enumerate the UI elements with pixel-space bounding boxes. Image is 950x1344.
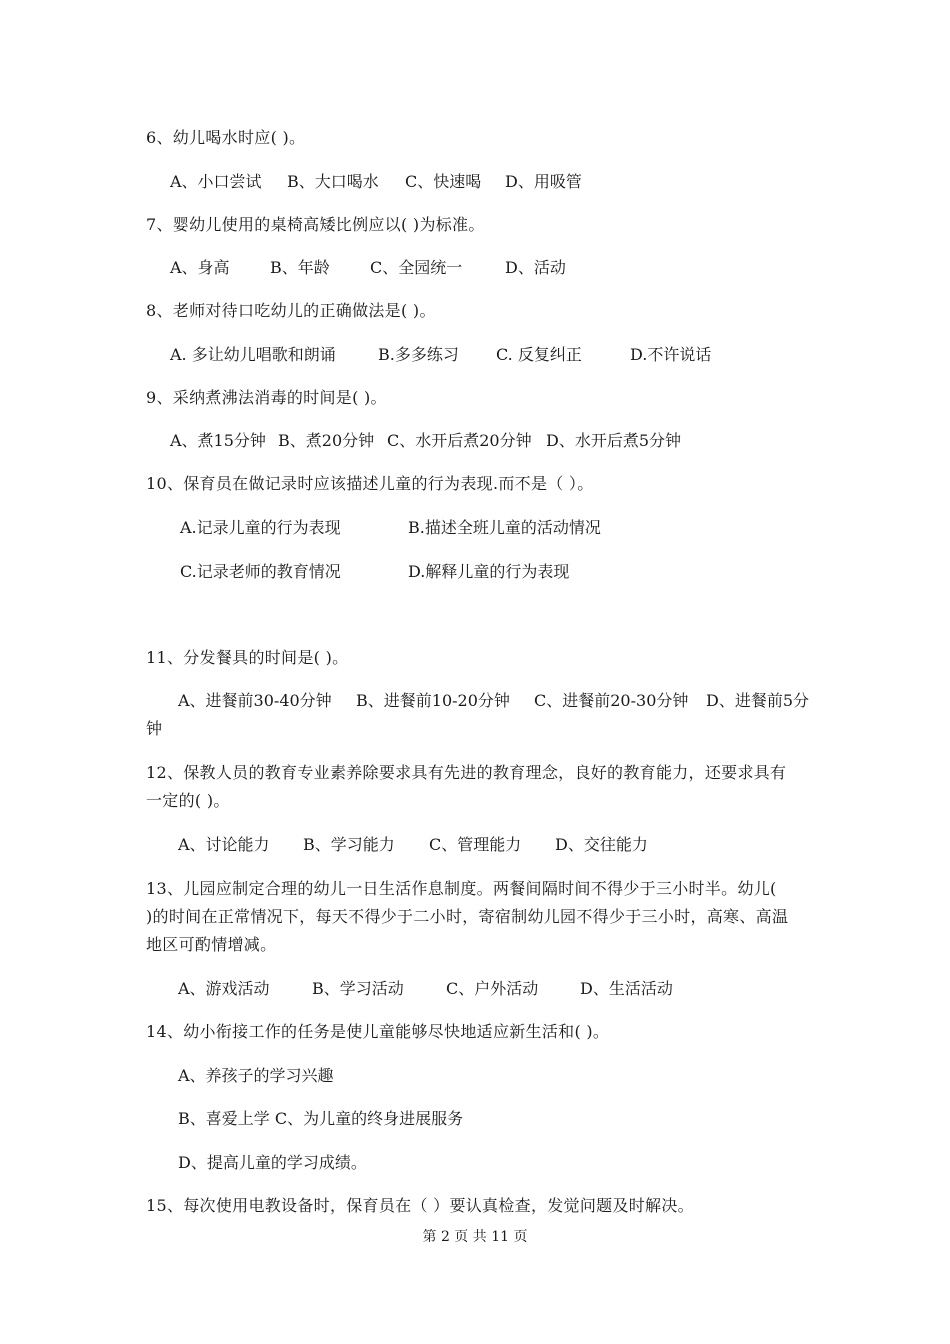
question-10-option-d: D.解释儿童的行为表现 [408, 562, 570, 581]
question-7-option-b: B、年龄 [270, 258, 330, 277]
question-11-stem: 11、分发餐具的时间是( )。 [146, 648, 349, 667]
question-8-option-b: B.多多练习 [378, 345, 459, 364]
question-7-stem: 7、婴幼儿使用的桌椅高矮比例应以( )为标准。 [146, 215, 485, 234]
question-6-stem: 6、幼儿喝水时应( )。 [146, 128, 306, 147]
question-13-stem-line-1: 13、儿园应制定合理的幼儿一日生活作息制度。两餐间隔时间不得少于三小时半。幼儿( [146, 879, 777, 898]
question-9-option-c: C、水开后煮20分钟 [387, 431, 532, 450]
question-13-option-d: D、生活活动 [580, 979, 673, 998]
question-11-option-c: C、进餐前20-30分钟 [534, 691, 689, 710]
question-13-stem-line-2: )的时间在正常情况下，每天不得少于二小时，寄宿制幼儿园不得少于三小时，高寒、高温 [146, 907, 789, 926]
question-14-stem: 14、幼小衔接工作的任务是使儿童能够尽快地适应新生活和( )。 [146, 1022, 610, 1041]
question-11-wrap: 钟 [146, 719, 163, 738]
question-13-option-b: B、学习活动 [312, 979, 404, 998]
question-8-option-c: C. 反复纠正 [496, 345, 582, 364]
question-12-option-c: C、管理能力 [429, 835, 522, 854]
question-14-option-a: A、养孩子的学习兴趣 [178, 1066, 334, 1085]
question-13-option-a: A、游戏活动 [178, 979, 270, 998]
question-12-stem-line-2: 一定的( )。 [146, 791, 230, 810]
question-9-stem: 9、采纳煮沸法消毒的时间是( )。 [146, 388, 387, 407]
question-6-option-b: B、大口喝水 [287, 172, 379, 191]
question-9-option-d: D、水开后煮5分钟 [546, 431, 682, 450]
question-12-option-b: B、学习能力 [303, 835, 395, 854]
question-15-stem: 15、每次使用电教设备时，保育员在（ ）要认真检查，发觉问题及时解决。 [146, 1196, 694, 1215]
question-10-option-b: B.描述全班儿童的活动情况 [408, 518, 601, 537]
question-10-stem: 10、保育员在做记录时应该描述儿童的行为表现.而不是（ ）。 [146, 474, 594, 493]
question-14-option-d: D、提高儿童的学习成绩。 [178, 1153, 367, 1172]
question-10-option-c: C.记录老师的教育情况 [180, 562, 341, 581]
question-13-stem-line-3: 地区可酌情增减。 [146, 935, 277, 954]
question-11-option-b: B、进餐前10-20分钟 [356, 691, 510, 710]
question-9-option-b: B、煮20分钟 [278, 431, 375, 450]
question-11-option-d: D、进餐前5分 [706, 691, 810, 710]
question-9-option-a: A、煮15分钟 [170, 431, 266, 450]
question-11-option-a: A、进餐前30-40分钟 [178, 691, 332, 710]
question-13-option-c: C、户外活动 [446, 979, 539, 998]
question-6-option-d: D、用吸管 [505, 172, 582, 191]
question-12-stem-line-1: 12、保教人员的教育专业素养除要求具有先进的教育理念，良好的教育能力，还要求具有 [146, 763, 787, 782]
question-8-option-d: D.不许说话 [630, 345, 712, 364]
page-number-footer: 第 2 页 共 11 页 [422, 1229, 528, 1245]
question-14-option-bc: B、喜爱上学 C、为儿童的终身进展服务 [178, 1109, 464, 1128]
question-6-option-a: A、小口尝试 [170, 172, 262, 191]
question-12-option-a: A、讨论能力 [178, 835, 270, 854]
question-8-stem: 8、老师对待口吃幼儿的正确做法是( )。 [146, 301, 436, 320]
question-7-option-c: C、全园统一 [370, 258, 463, 277]
question-7-option-d: D、活动 [505, 258, 566, 277]
question-7-option-a: A、身高 [170, 258, 230, 277]
question-12-option-d: D、交往能力 [555, 835, 648, 854]
question-6-option-c: C、快速喝 [405, 172, 482, 191]
question-8-option-a: A. 多让幼儿唱歌和朗诵 [170, 345, 336, 364]
question-10-option-a: A.记录儿童的行为表现 [180, 518, 341, 537]
